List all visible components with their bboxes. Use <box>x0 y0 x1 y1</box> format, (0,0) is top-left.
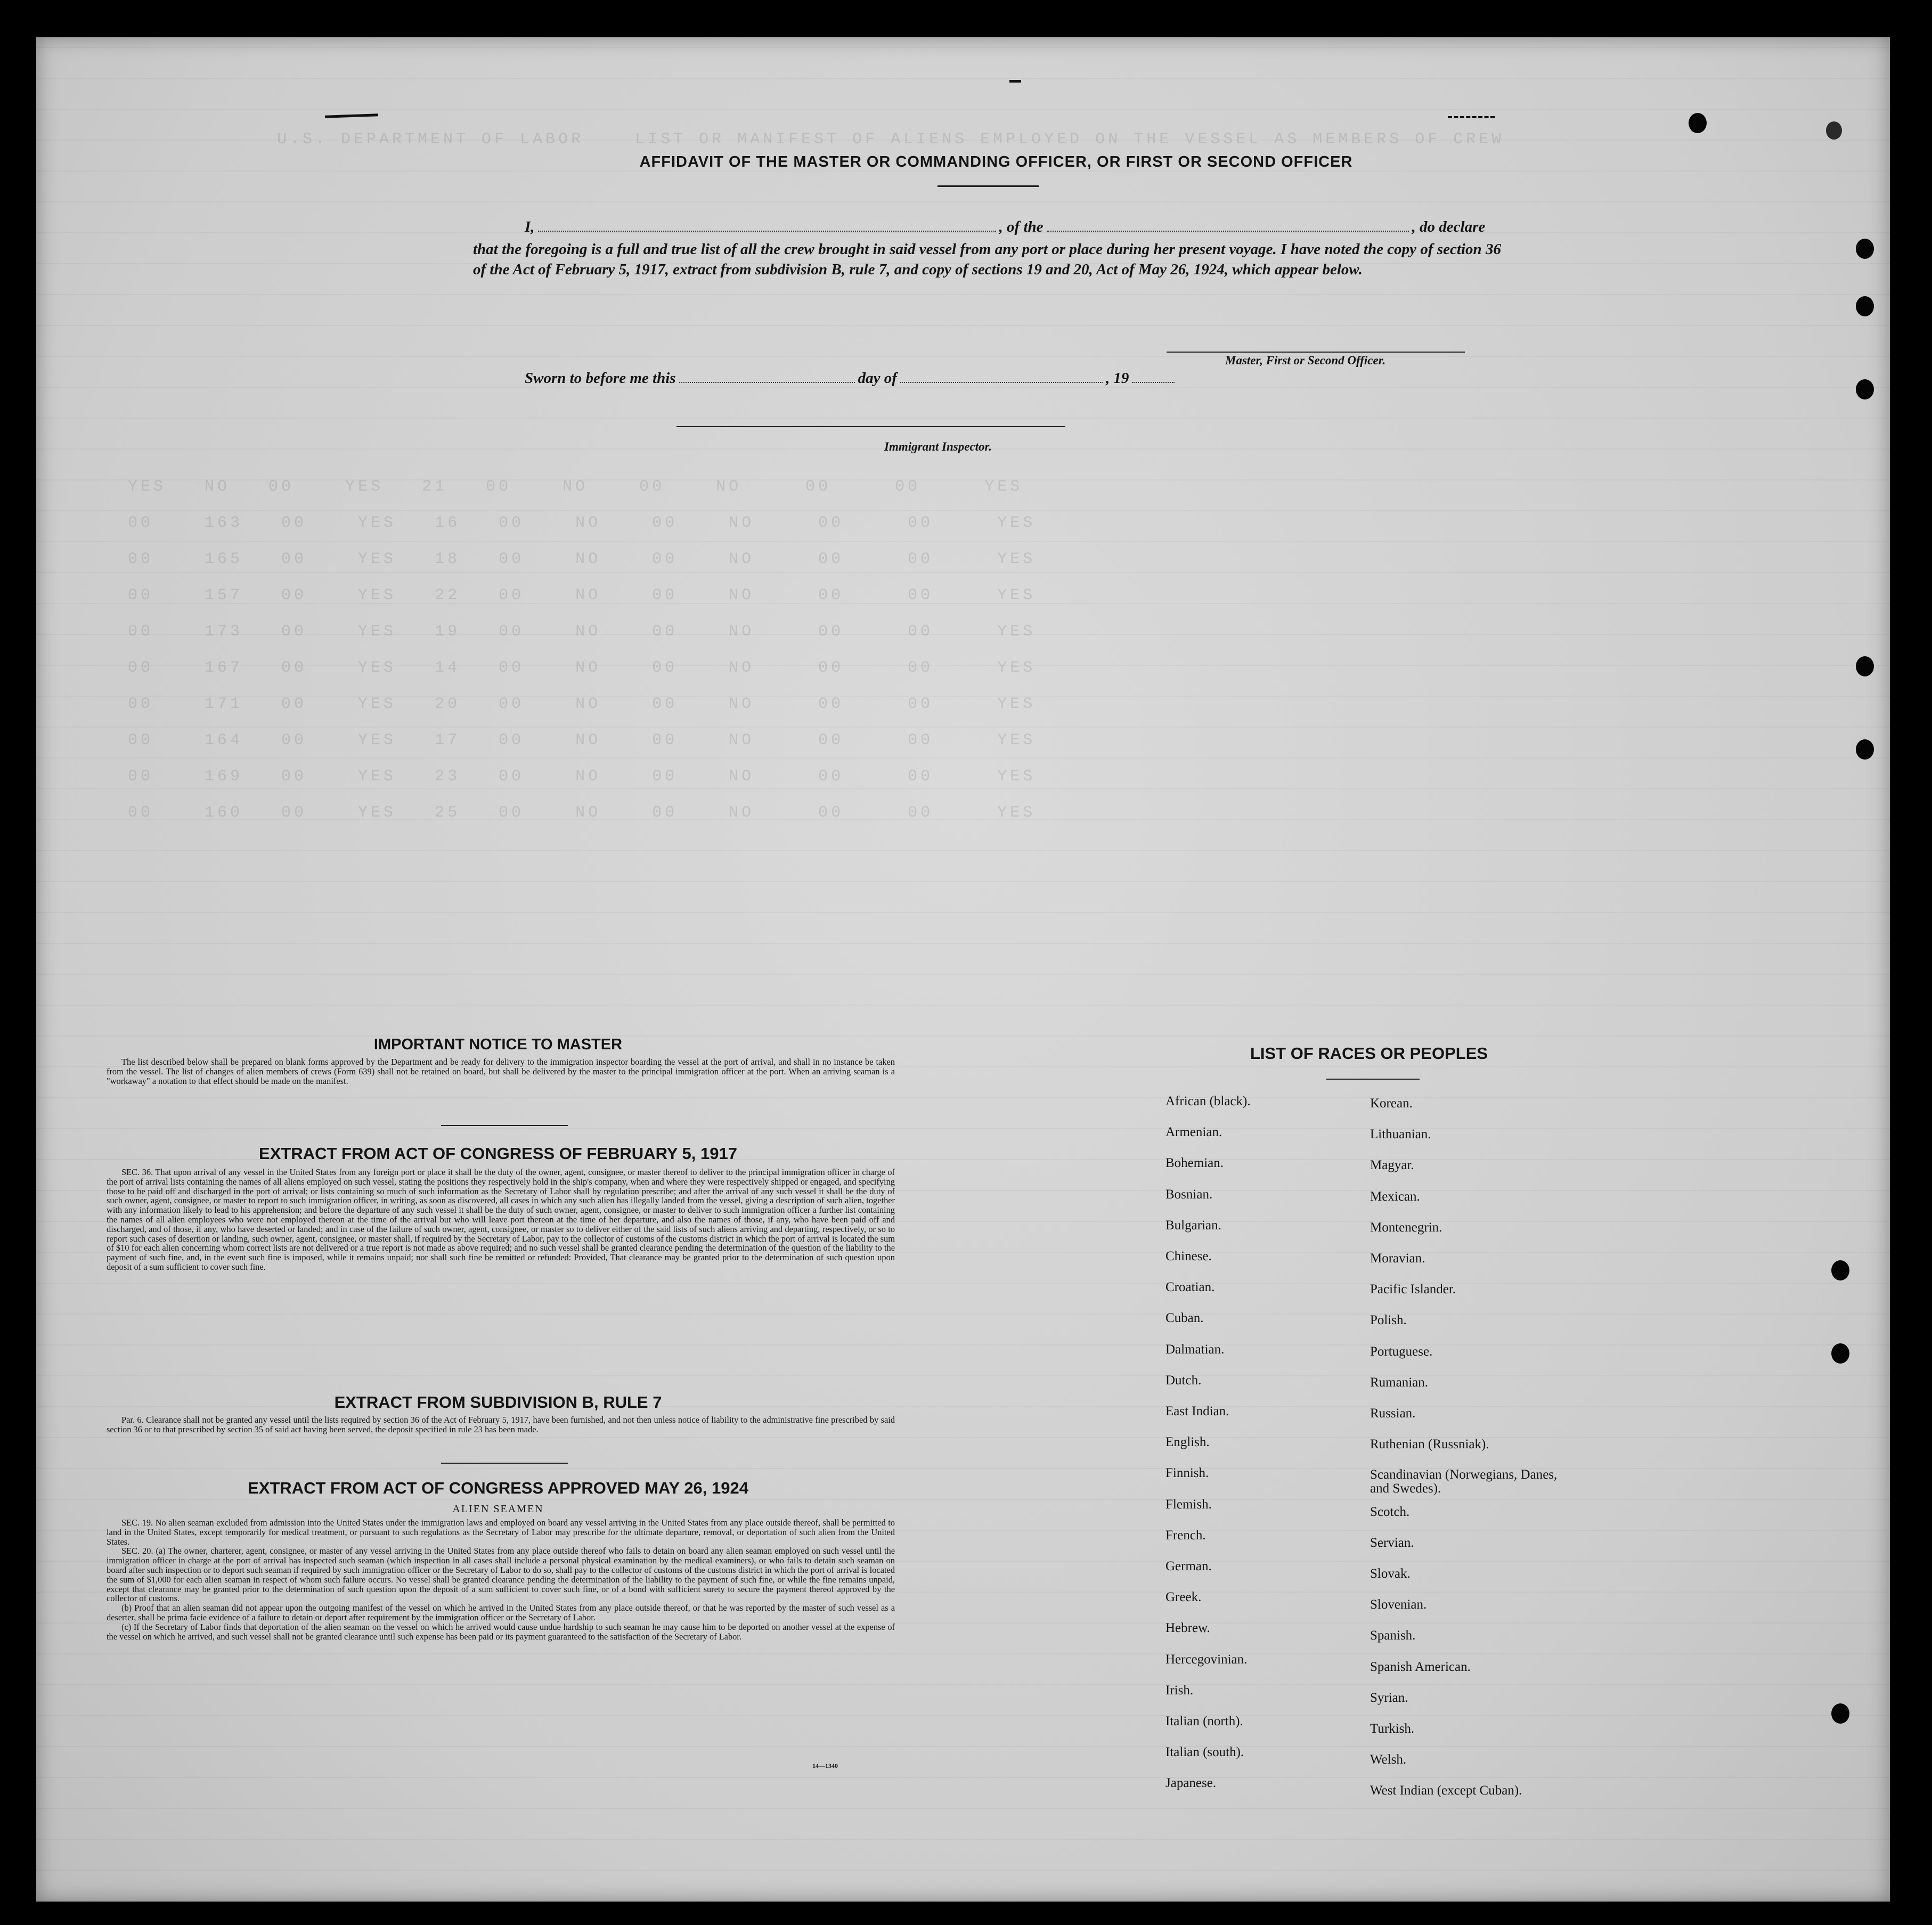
form-number: 14—1340 <box>812 1762 838 1769</box>
punch-hole <box>1689 113 1707 133</box>
sworn-year-field[interactable] <box>1132 379 1175 383</box>
subdivision-b-title: EXTRACT FROM SUBDIVISION B, RULE 7 <box>334 1393 662 1412</box>
punch-hole <box>1831 1260 1849 1280</box>
sworn-line: Sworn to before me this day of , 19 <box>525 370 1178 387</box>
punch-hole <box>1826 121 1842 140</box>
race-item: Greek. <box>1165 1590 1202 1605</box>
race-item: Slovak. <box>1370 1567 1411 1581</box>
race-item: Scandinavian (Norwegians, Danes, and Swedes). <box>1370 1467 1558 1496</box>
extract-1924-title: EXTRACT FROM ACT OF CONGRESS APPROVED MAY 26, 1924 <box>248 1479 748 1497</box>
race-item: Russian. <box>1370 1406 1416 1421</box>
punch-hole <box>1831 1703 1849 1724</box>
race-item: Japanese. <box>1165 1776 1217 1791</box>
punch-hole <box>1856 739 1874 760</box>
inspector-signature-line[interactable] <box>676 426 1065 427</box>
race-item: Spanish American. <box>1370 1659 1471 1674</box>
race-item: Cuban. <box>1165 1311 1204 1326</box>
reverse-side-ghost-rows: YES NO 00 YES 21 00 NO 00 NO 00 00 YES 00 163 00 YES 16 00 NO 00 NO 00 00 YES 00 165 00 YES 18 00 NO 00 NO 00 00 YES 00 157 00 YES 22 00 NO 00 NO 00 00 YES 00 173 00 YES 19 00 NO 00 NO 00 00 YES 00 167 00 YES 14 00 NO 00 NO 00 00 YES 00 171 00 YES 20 00 NO 00 NO 00 00 YES 00 164 00 YES 17 00 NO 00 NO 00 00 YES 00 169 00 YES 23 00 NO 00 NO 00 00 YES 00 160 00 YES 25 00 NO 00 NO 00 00 YES <box>128 478 1036 822</box>
notice-title: IMPORTANT NOTICE TO MASTER <box>373 1036 623 1053</box>
extract-1917-title: EXTRACT FROM ACT OF CONGRESS OF FEBRUARY 5, 1917 <box>259 1144 737 1163</box>
subdivision-b-body: Par. 6. Clearance shall not be granted any vessel until the lists required by section 36 of the Act of February 5, 1917, have been furnished, and not then unless notice of liability to the administrative fine prescribed by said section 36 or to that prescribed by section 35 of said act having been served, the deposit specified in rule 23 has been made. <box>107 1415 895 1434</box>
punch-hole <box>1856 296 1874 316</box>
punch-hole <box>1856 379 1874 399</box>
master-signature-line[interactable] <box>1167 352 1465 353</box>
race-item: Servian. <box>1370 1535 1414 1550</box>
race-item: Montenegrin. <box>1370 1220 1442 1235</box>
punch-hole <box>1856 239 1874 259</box>
race-item: Lithuanian. <box>1370 1127 1431 1142</box>
punch-hole <box>1856 656 1874 676</box>
races-title: LIST OF RACES OR PEOPLES <box>1250 1044 1488 1063</box>
name-field[interactable] <box>538 227 996 232</box>
race-item: Korean. <box>1370 1096 1413 1111</box>
race-item: Slovenian. <box>1370 1597 1427 1612</box>
race-item: Syrian. <box>1370 1690 1408 1705</box>
affidavit-title: AFFIDAVIT OF THE MASTER OR COMMANDING OFFICER, OR FIRST OR SECOND OFFICER <box>639 153 1353 170</box>
notice-rule <box>441 1125 568 1126</box>
race-item: Scotch. <box>1370 1504 1410 1519</box>
race-item: Welsh. <box>1370 1752 1407 1767</box>
reverse-side-ghost-text: U.S. DEPARTMENT OF LABOR LIST OR MANIFEST OF ALIENS EMPLOYED ON THE VESSEL AS MEMBERS OF CREW <box>277 130 1505 149</box>
inspector-caption: Immigrant Inspector. <box>884 440 992 453</box>
affidavit-line-1: I, , of the , do declare <box>525 218 1486 235</box>
extract-1917-body: SEC. 36. That upon arrival of any vessel in the United States from any foreign port or place it shall be the duty of the owner, agent, consignee, or master thereof to deliver to the principal immigration officer in charge of the port of arrival lists containing the names of all aliens employed on such vessel, stating the positions they respectively hold in the ship's company, when and where they were respectively shipped or engaged, and specifying those to be paid off and discharged in the port of arrival; or lists containing so much of such information as the Secretary of Labor shall by regulation prescribe; and after the arrival of any such vessel it shall be the duty of such owner, agent, consignee, or master to report to such immigration officer, in writing, as soon as discovered, all cases in which any such alien has illegally landed from the vessel, giving a description of such alien, together with any information likely to lead to his apprehension; and before the departure of any such vessel it shall be the duty of such owner, agent, consignee, or master to deliver to such immigration officer a further list containing the names of all alien employees who were not employed thereon at the time of the arrival but who will leave port thereon at the time of her departure, and also the names of those, if any, who have been paid off and discharged, and of those, if any, who have deserted or landed; and in case of the failure of such owner, agent, consignee, or master so to deliver either of the said lists of such aliens arriving and departing, respectively, or so to report such cases of desertion or landing, such owner, agent, consignee, or master shall, if required by the Secretary of Labor, pay to the collector of customs of the customs district in which the port of arrival is located the sum of $10 for each alien concerning whom correct lists are not delivered or a true report is not made as above required; and no such vessel shall be granted clearance pending the determination of the question of the liability to the payment of such fine, and, in the event such fine is imposed, while it remains unpaid; nor shall such fine be remitted or refunded: Provided, That clearance may be granted prior to the determination of such question upon deposit of a sum sufficient to cover such fine. <box>107 1167 895 1272</box>
race-item: Dalmatian. <box>1165 1342 1225 1357</box>
race-item: Dutch. <box>1165 1373 1202 1388</box>
race-item: Italian (north). <box>1165 1714 1243 1728</box>
punch-hole <box>1831 1343 1849 1364</box>
race-item: Bohemian. <box>1165 1156 1224 1171</box>
race-item: Portuguese. <box>1370 1344 1433 1359</box>
alien-seamen-heading: ALIEN SEAMEN <box>452 1503 544 1515</box>
affidavit-title-rule <box>938 185 1039 187</box>
race-item: Hercegovinian. <box>1165 1652 1248 1667</box>
affidavit-body: that the foregoing is a full and true list of all the crew brought in said vessel from any port or place during her present voyage. I have noted the copy of section 36 of the Act of February 5, 1917, extract from subdivision B, rule 7, and copy of sections 19 and 20, Act of May 26, 1924, which appear below. <box>473 241 1501 278</box>
race-item: Hebrew. <box>1165 1621 1210 1636</box>
race-item: Flemish. <box>1165 1497 1212 1512</box>
sworn-date-field[interactable] <box>679 379 855 383</box>
race-item: German. <box>1165 1559 1212 1573</box>
extract-1924-body: SEC. 19. No alien seaman excluded from admission into the United States under the immigration laws and employed on board any vessel arriving in the United States from any place outside thereof, shall be permitted to land in the United States, except temporarily for medical treatment, or pursuant to such regulations as the Secretary of Labor may prescribe for the ultimate departure, removal, or deportation of such alien from the United States. SEC. 20. (a) The owner, charterer, agent, consignee, or master of any vessel arriving in the United States from any place outside thereof who fails to detain on board any alien seaman employed on such vessel until the immigration officer in charge at the port of arrival has inspected such seaman (which inspection in all cases shall include a personal physical examination by the medical examiners), or who fails to detain such seaman on board after such inspection or to deport such seaman if required by such immigration officer or the Secretary of Labor to do so, shall pay to the collector of customs of the customs district in which the port of arrival is located the sum of $1,000 for each alien seaman in respect of whom such failure occurs. No vessel shall be granted clearance pending the determination of the liability to the payment of such fine, or while the fine remains unpaid, except that clearance may be granted prior to the determination of such question upon the deposit of a sum sufficient to cover such fine, or of a bond with sufficient surety to secure the payment thereof approved by the collector of customs. (b) Proof that an alien seaman did not appear upon the outgoing manifest of the vessel on which he arrived in the United States from any place outside thereof, or that he was reported by the master of such vessel as a deserter, shall be prima facie evidence of a failure to detain or deport after requirement by the immigration officer or the Secretary of Labor. (c) If the Secretary of Labor finds that deportation of the alien seaman on the vessel on which he arrived would cause undue hardship to such seaman he may cause him to be deported on another vessel at the expense of the vessel on which he arrived, and such vessel shall not be granted clearance until such expense has been paid or its payment guaranteed to the satisfaction of the Secretary of Labor. <box>107 1518 895 1642</box>
race-item: Polish. <box>1370 1313 1407 1328</box>
sworn-month-field[interactable] <box>900 379 1103 383</box>
ink-mark <box>1009 80 1021 83</box>
master-signature-caption: Master, First or Second Officer. <box>1225 354 1386 367</box>
races-title-rule <box>1326 1079 1420 1080</box>
race-item: East Indian. <box>1165 1404 1229 1418</box>
race-item: Mexican. <box>1370 1189 1420 1204</box>
vessel-field[interactable] <box>1047 227 1409 232</box>
race-item: Croatian. <box>1165 1280 1215 1295</box>
race-item: Bosnian. <box>1165 1187 1213 1202</box>
race-item: Bulgarian. <box>1165 1218 1221 1233</box>
race-item: English. <box>1165 1435 1210 1450</box>
race-item: Armenian. <box>1165 1125 1222 1140</box>
race-item: Ruthenian (Russniak). <box>1370 1437 1489 1452</box>
race-item: Spanish. <box>1370 1628 1416 1643</box>
notice-body: The list described below shall be prepared on blank forms approved by the Department and be ready for delivery to the immigration inspector boarding the vessel at the port of arrival, and shall in no instance be taken from the vessel. The list of changes of alien members of crews (Form 639) shall not be retained on board, but shall be delivered by the master to the principal immigration officer at the port. When an arriving seaman is a "workaway" a notation to that effect should be made on the manifest. <box>107 1057 895 1086</box>
race-item: Irish. <box>1165 1683 1194 1698</box>
race-item: Rumanian. <box>1370 1375 1429 1390</box>
race-item: French. <box>1165 1528 1206 1543</box>
race-item: Pacific Islander. <box>1370 1282 1456 1297</box>
race-item: African (black). <box>1165 1094 1251 1108</box>
race-item: Italian (south). <box>1165 1745 1244 1760</box>
race-item: Chinese. <box>1165 1249 1212 1263</box>
subdivision-b-rule <box>441 1463 568 1464</box>
race-item: Magyar. <box>1370 1158 1414 1173</box>
ink-mark <box>1448 116 1495 118</box>
race-item: Finnish. <box>1165 1466 1209 1481</box>
race-item: Moravian. <box>1370 1251 1425 1266</box>
race-item: West Indian (except Cuban). <box>1370 1783 1522 1798</box>
race-item: Turkish. <box>1370 1722 1415 1736</box>
